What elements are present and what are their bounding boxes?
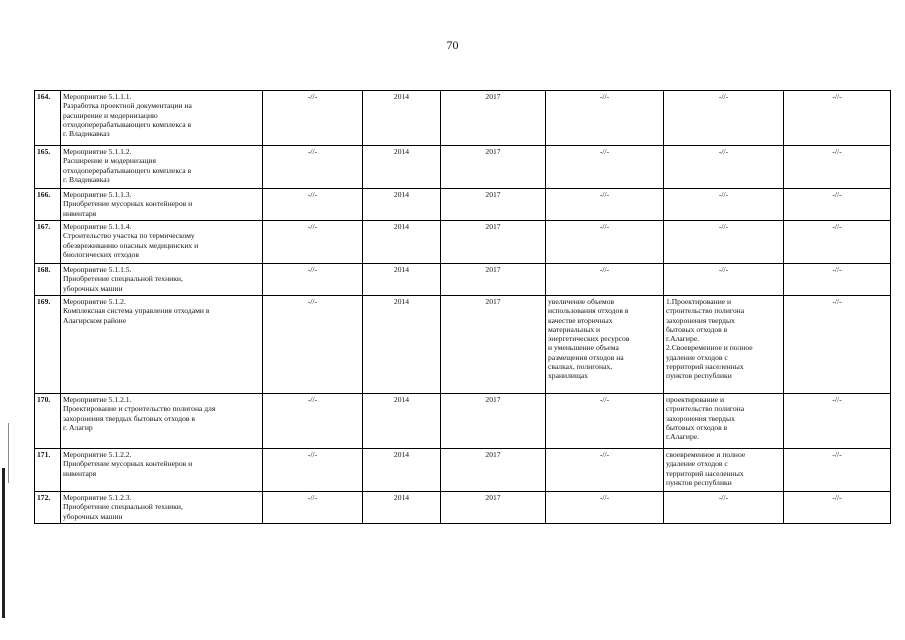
- row-number: 165.: [35, 146, 61, 189]
- start-year: 2014: [363, 296, 441, 394]
- problems-cell: проектирование и строительство полигона захоронения твердых бытовых отходов в г.Алагире.: [664, 394, 784, 449]
- expected-result: -//-: [546, 146, 664, 189]
- indicators-cell: -//-: [784, 91, 891, 146]
- executor-cell: -//-: [263, 449, 363, 492]
- expected-result: -//-: [546, 91, 664, 146]
- start-year: 2014: [363, 146, 441, 189]
- table-row: [35, 91, 891, 146]
- indicators-cell: -//-: [784, 394, 891, 449]
- measure-name: Мероприятие 5.1.2.1. Проектирование и строительство полигона для захоронения твердых бытовых отходов в г. Алагир: [61, 394, 263, 449]
- page-number: 70: [446, 38, 459, 52]
- table-row: [35, 296, 891, 394]
- start-year: 2014: [363, 189, 441, 221]
- indicators-cell: -//-: [784, 221, 891, 264]
- start-year: 2014: [363, 91, 441, 146]
- problems-cell: -//-: [664, 492, 784, 524]
- measures-table-body: [35, 91, 891, 524]
- measure-name: Мероприятие 5.1.1.2. Расширение и модернизация отходоперерабатывающего комплекса в г. Владикавказ: [61, 146, 263, 189]
- measure-name: Мероприятие 5.1.2. Комплексная система управления отходами в Алагирском районе: [61, 296, 263, 394]
- indicators-cell: -//-: [784, 264, 891, 296]
- indicators-cell: -//-: [784, 189, 891, 221]
- end-year: 2017: [441, 91, 546, 146]
- scan-margin-line: [8, 423, 9, 483]
- row-number: 168.: [35, 264, 61, 296]
- measure-name: Мероприятие 5.1.2.2. Приобретение мусорных контейнеров и инвентаря: [61, 449, 263, 492]
- indicators-cell: -//-: [784, 449, 891, 492]
- problems-cell: -//-: [664, 146, 784, 189]
- row-number: 167.: [35, 221, 61, 264]
- table-row: [35, 189, 891, 221]
- end-year: 2017: [441, 296, 546, 394]
- scan-edge-bar: [2, 468, 5, 618]
- start-year: 2014: [363, 449, 441, 492]
- measure-name: Мероприятие 5.1.1.1. Разработка проектной документации на расширение и модернизацию отходоперерабатывающего комплекса в г. Владикавказ: [61, 91, 263, 146]
- expected-result: увеличение объемов использования отходов в качестве вторичных материальных и энергетических ресурсов и уменьшение объема размещения отходов на свалках, полигонах, хранилищах: [546, 296, 664, 394]
- measure-name: Мероприятие 5.1.1.5. Приобретение специальной техники, уборочных машин: [61, 264, 263, 296]
- problems-cell: -//-: [664, 264, 784, 296]
- start-year: 2014: [363, 394, 441, 449]
- row-number: 166.: [35, 189, 61, 221]
- table-row: [35, 394, 891, 449]
- start-year: 2014: [363, 221, 441, 264]
- end-year: 2017: [441, 449, 546, 492]
- executor-cell: -//-: [263, 492, 363, 524]
- end-year: 2017: [441, 264, 546, 296]
- end-year: 2017: [441, 221, 546, 264]
- problems-cell: 1.Проектирование и строительство полигона захоронения твердых бытовых отходов в г.Алагире. 2.Своевременное и полное удаление отходов с территорий населенных пунктов республики: [664, 296, 784, 394]
- problems-cell: своевременное и полное удаление отходов с территорий населенных пунктов республики: [664, 449, 784, 492]
- table-row: [35, 221, 891, 264]
- measure-name: Мероприятие 5.1.1.3. Приобретение мусорных контейнеров и инвентаря: [61, 189, 263, 221]
- expected-result: -//-: [546, 264, 664, 296]
- table-row: [35, 449, 891, 492]
- row-number: 172.: [35, 492, 61, 524]
- expected-result: -//-: [546, 189, 664, 221]
- expected-result: -//-: [546, 221, 664, 264]
- indicators-cell: -//-: [784, 492, 891, 524]
- measures-table: [34, 90, 891, 524]
- start-year: 2014: [363, 264, 441, 296]
- end-year: 2017: [441, 189, 546, 221]
- executor-cell: -//-: [263, 394, 363, 449]
- expected-result: -//-: [546, 449, 664, 492]
- row-number: 169.: [35, 296, 61, 394]
- start-year: 2014: [363, 492, 441, 524]
- executor-cell: -//-: [263, 296, 363, 394]
- row-number: 170.: [35, 394, 61, 449]
- executor-cell: -//-: [263, 189, 363, 221]
- executor-cell: -//-: [263, 264, 363, 296]
- row-number: 164.: [35, 91, 61, 146]
- indicators-cell: -//-: [784, 296, 891, 394]
- expected-result: -//-: [546, 394, 664, 449]
- executor-cell: -//-: [263, 91, 363, 146]
- table-row: [35, 146, 891, 189]
- end-year: 2017: [441, 146, 546, 189]
- executor-cell: -//-: [263, 146, 363, 189]
- end-year: 2017: [441, 394, 546, 449]
- executor-cell: -//-: [263, 221, 363, 264]
- row-number: 171.: [35, 449, 61, 492]
- problems-cell: -//-: [664, 189, 784, 221]
- problems-cell: -//-: [664, 91, 784, 146]
- indicators-cell: -//-: [784, 146, 891, 189]
- problems-cell: -//-: [664, 221, 784, 264]
- measure-name: Мероприятие 5.1.1.4. Строительство участка по термическому обезвреживанию опасных медицинских и биологических отходов: [61, 221, 263, 264]
- table-row: [35, 264, 891, 296]
- expected-result: -//-: [546, 492, 664, 524]
- end-year: 2017: [441, 492, 546, 524]
- measure-name: Мероприятие 5.1.2.3. Приобретение специальной техники, уборочных машин: [61, 492, 263, 524]
- table-row: [35, 492, 891, 524]
